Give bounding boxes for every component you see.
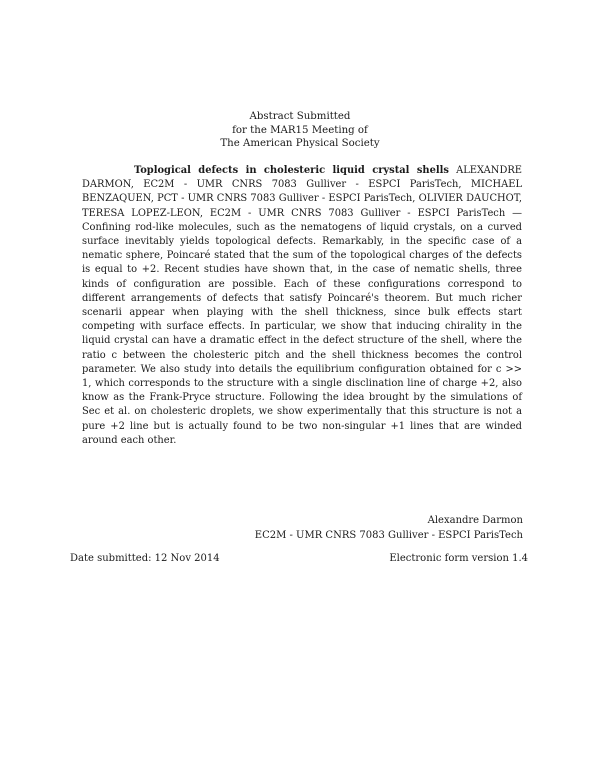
header-line-2: for the MAR15 Meeting of bbox=[232, 124, 368, 136]
form-version: Electronic form version 1.4 bbox=[389, 553, 528, 564]
signature-block bbox=[255, 513, 523, 543]
header-line-1: Abstract Submitted bbox=[249, 111, 351, 122]
signature-affiliation: EC2M - UMR CNRS 7083 Gulliver - ESPCI ParisTech bbox=[254, 530, 523, 541]
abstract-paragraph bbox=[82, 164, 522, 448]
abstract-authors: ALEXANDRE DARMON, EC2M - UMR CNRS 7083 Gulliver - ESPCI ParisTech, MICHAEL BENZAQUEN, PCT - UMR CNRS 7083 Gulliver - ESPCI ParisTech, OLIVIER DAUCHOT, TERESA LOPEZ-LEON, EC2M - UMR CNRS 7083 Gulliver - ESPCI ParisTech bbox=[82, 165, 523, 219]
abstract-title: Toplogical defects in cholesteric liquid crystal shells bbox=[134, 165, 449, 176]
header-line-3: The American Physical Society bbox=[220, 138, 380, 150]
submission-header bbox=[0, 110, 600, 151]
signature-name: Alexandre Darmon bbox=[427, 515, 523, 526]
abstract-body: — Confining rod-like molecules, such as the nematogens of liquid crystals, on a curved surface inevitably yields topological defects. Remarkably, in the specific case of a nematic sphere, Poincaré stated that the sum of the topological charges of the defects is equal to +2. Recent studies have shown that, in the case of nematic shells, three kinds of configuration are possible. Each of these configurations correspond to different arrangements of defects that satisfy Poincaré's theorem. But much richer scenarii appear when playing with the shell thickness, since bulk effects start competing with surface effects. In particular, we show that inducing chirality in the liquid crystal can have a dramatic effect in the defect structure of the shell, where the ratio c between the cholesteric pitch and the shell thickness becomes the control parameter. We also study into details the equilibrium configuration obtained for c >> 1, which corresponds to the structure with a single disclination line of charge +2, also know as the Frank-Pryce structure. Following the idea brought by the simulations of Sec et al. on cholesteric droplets, we show experimentally that this structure is not a pure +2 line but is actually found to be two non-singular +1 lines that are winded around each other. bbox=[82, 207, 522, 446]
date-submitted: Date submitted: 12 Nov 2014 bbox=[70, 553, 220, 564]
